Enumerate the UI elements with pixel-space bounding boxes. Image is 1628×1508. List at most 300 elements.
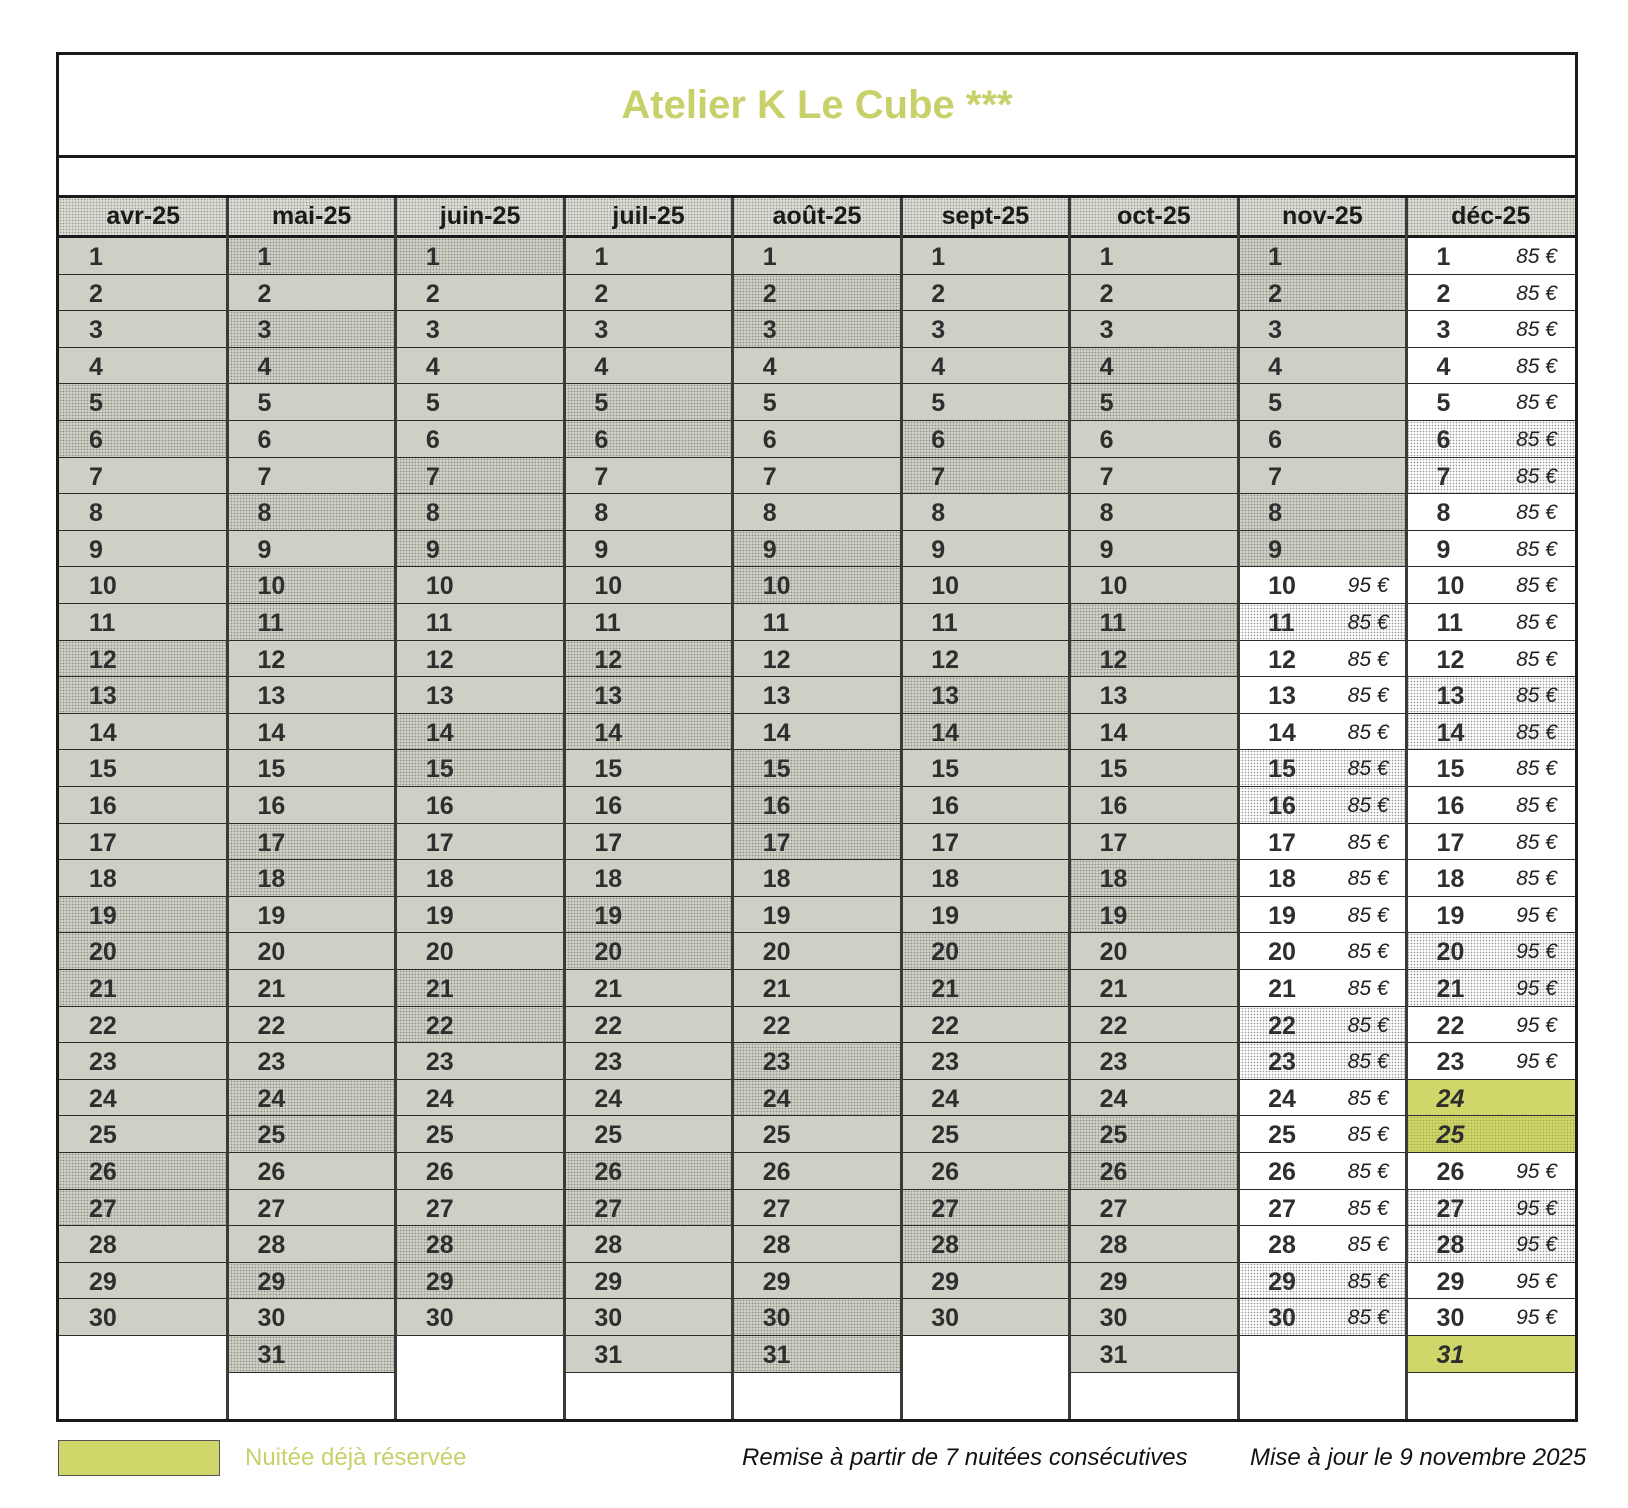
day-number: 28 <box>594 1231 623 1260</box>
day-cell-past <box>564 933 732 970</box>
day-cell-available[interactable] <box>1407 567 1575 604</box>
day-cell-available[interactable] <box>1238 1116 1406 1153</box>
day-cell-past <box>227 824 395 861</box>
day-number: 19 <box>1436 901 1465 930</box>
day-number: 22 <box>1268 1011 1296 1040</box>
day-cell-available[interactable] <box>1407 897 1575 934</box>
day-cell-available[interactable] <box>1238 677 1406 714</box>
day-cell-available[interactable] <box>1407 531 1575 568</box>
night-price: 95 € <box>1516 1160 1557 1183</box>
day-number: 27 <box>1268 1194 1296 1223</box>
day-cell-past <box>396 677 564 714</box>
day-number: 3 <box>89 316 103 345</box>
day-cell-available[interactable] <box>1238 1007 1406 1044</box>
day-cell-past <box>564 1007 732 1044</box>
day-number: 3 <box>762 316 777 345</box>
day-cell-past <box>1070 1263 1238 1300</box>
day-cell-past <box>227 494 395 531</box>
day-cell-past <box>901 970 1069 1007</box>
day-cell-past <box>733 1190 901 1227</box>
day-cell-past <box>1070 348 1238 385</box>
day-cell-past <box>564 1080 732 1117</box>
day-number: 29 <box>425 1267 454 1296</box>
day-cell-past <box>227 1080 395 1117</box>
month-column <box>1238 198 1406 1419</box>
day-cell-past <box>901 824 1069 861</box>
day-number: 25 <box>762 1121 791 1150</box>
month-header: avr-25 <box>59 198 227 238</box>
day-number: 30 <box>931 1304 960 1333</box>
day-number: 6 <box>425 426 440 454</box>
day-number: 8 <box>89 499 103 528</box>
column-divider <box>563 198 566 1419</box>
day-number: 16 <box>89 792 117 820</box>
day-cell-available[interactable] <box>1238 714 1406 751</box>
day-cell-available[interactable] <box>1407 1043 1575 1080</box>
day-cell-past <box>1070 824 1238 861</box>
day-number: 26 <box>931 1158 960 1186</box>
day-number: 16 <box>257 792 286 820</box>
day-cell-past <box>59 1299 227 1336</box>
day-number: 15 <box>425 755 454 784</box>
day-number: 25 <box>257 1121 286 1150</box>
day-cell-past <box>901 933 1069 970</box>
day-cell-past <box>227 677 395 714</box>
day-cell-available[interactable] <box>1407 787 1575 824</box>
day-cell-past <box>59 1226 227 1263</box>
day-number: 1 <box>257 243 272 271</box>
day-cell-past <box>396 275 564 312</box>
day-cell-past <box>227 275 395 312</box>
day-cell-past <box>396 348 564 385</box>
day-cell-past <box>733 897 901 934</box>
day-number: 8 <box>931 499 946 528</box>
day-cell-available[interactable] <box>1407 384 1575 421</box>
day-number: 2 <box>1268 279 1283 308</box>
day-cell-past <box>227 897 395 934</box>
day-cell-available[interactable] <box>1407 275 1575 312</box>
night-price: 85 € <box>1516 537 1557 561</box>
column-divider <box>900 198 903 1419</box>
month-column <box>564 198 732 1419</box>
day-cell-available[interactable] <box>1407 641 1575 678</box>
day-cell-past <box>1238 458 1406 495</box>
night-price: 85 € <box>1516 684 1557 708</box>
day-number: 4 <box>89 352 103 381</box>
day-number: 17 <box>762 828 791 857</box>
day-number: 17 <box>1268 828 1296 857</box>
day-cell-available[interactable] <box>1407 458 1575 495</box>
day-number: 31 <box>594 1341 623 1369</box>
day-cell-past <box>1070 238 1238 275</box>
day-number: 9 <box>425 535 440 564</box>
day-number: 27 <box>594 1194 623 1223</box>
day-number: 4 <box>425 352 440 381</box>
day-number: 15 <box>931 755 960 784</box>
day-cell-past <box>1070 1007 1238 1044</box>
day-cell-available[interactable] <box>1238 1263 1406 1300</box>
day-cell-available[interactable] <box>1238 1043 1406 1080</box>
day-number: 11 <box>1099 609 1127 637</box>
night-price: 85 € <box>1516 574 1557 598</box>
night-price: 85 € <box>1516 464 1557 488</box>
day-cell-past <box>564 275 732 312</box>
day-cell-past <box>901 1116 1069 1153</box>
day-cell-booked <box>1407 1116 1575 1153</box>
day-number: 12 <box>762 645 791 674</box>
day-number: 9 <box>594 535 609 564</box>
day-number: 13 <box>594 682 623 711</box>
empty-cell <box>901 1336 1069 1373</box>
day-cell-past <box>901 1043 1069 1080</box>
day-number: 1 <box>762 243 777 271</box>
day-cell-past <box>733 311 901 348</box>
day-cell-past <box>396 897 564 934</box>
day-cell-past <box>59 1190 227 1227</box>
day-number: 20 <box>1268 938 1296 967</box>
day-cell-past <box>396 458 564 495</box>
night-price: 85 € <box>1347 867 1389 891</box>
day-cell-past <box>59 824 227 861</box>
night-price: 95 € <box>1347 574 1389 598</box>
month-column <box>1407 198 1575 1419</box>
day-cell-past <box>901 787 1069 824</box>
day-number: 13 <box>931 682 960 711</box>
day-cell-past <box>564 348 732 385</box>
day-number: 14 <box>1099 718 1128 747</box>
day-cell-past <box>59 567 227 604</box>
day-cell-past <box>227 1299 395 1336</box>
day-cell-available[interactable] <box>1238 1153 1406 1190</box>
day-number: 26 <box>1436 1158 1465 1186</box>
day-cell-available[interactable] <box>1238 1190 1406 1227</box>
day-cell-past <box>396 1299 564 1336</box>
day-number: 8 <box>594 499 609 528</box>
day-number: 21 <box>1436 975 1465 1003</box>
day-cell-available[interactable] <box>1238 824 1406 861</box>
day-number: 23 <box>931 1048 960 1077</box>
day-cell-available[interactable] <box>1238 604 1406 641</box>
day-number: 24 <box>1268 1084 1296 1113</box>
day-cell-past <box>901 1007 1069 1044</box>
day-number: 2 <box>594 279 609 308</box>
day-number: 15 <box>1268 755 1296 784</box>
day-cell-past <box>59 641 227 678</box>
day-number: 1 <box>89 243 103 271</box>
day-cell-past <box>733 1299 901 1336</box>
day-cell-past <box>1070 421 1238 458</box>
day-number: 19 <box>762 901 791 930</box>
day-number: 18 <box>762 865 791 894</box>
day-cell-past <box>396 750 564 787</box>
month-header: sept-25 <box>901 198 1069 238</box>
day-cell-available[interactable] <box>1407 494 1575 531</box>
day-cell-past <box>1070 1226 1238 1263</box>
update-note: Mise à jour le 9 novembre 2025 <box>1250 1444 1587 1471</box>
day-number: 26 <box>257 1158 286 1186</box>
day-number: 27 <box>762 1194 791 1223</box>
day-cell-past <box>564 641 732 678</box>
day-number: 30 <box>762 1304 791 1333</box>
day-number: 20 <box>1436 938 1465 967</box>
day-cell-past <box>733 933 901 970</box>
day-number: 30 <box>257 1304 286 1333</box>
day-cell-available[interactable] <box>1407 1299 1575 1336</box>
day-number: 11 <box>1436 609 1463 637</box>
day-number: 25 <box>1099 1121 1128 1150</box>
day-number: 15 <box>1436 755 1465 784</box>
day-cell-available[interactable] <box>1238 860 1406 897</box>
day-cell-past <box>564 970 732 1007</box>
day-number: 5 <box>89 389 103 418</box>
day-cell-past <box>396 1226 564 1263</box>
day-number: 8 <box>1099 499 1114 528</box>
day-cell-past <box>1070 677 1238 714</box>
day-cell-past <box>1238 311 1406 348</box>
day-number: 18 <box>425 865 454 894</box>
day-cell-past <box>564 567 732 604</box>
day-number: 26 <box>762 1158 791 1186</box>
day-number: 20 <box>89 938 117 967</box>
day-cell-available[interactable] <box>1407 824 1575 861</box>
day-cell-past <box>1238 494 1406 531</box>
day-cell-past <box>396 824 564 861</box>
day-number: 11 <box>1268 609 1295 637</box>
day-cell-past <box>227 238 395 275</box>
day-cell-available[interactable] <box>1407 677 1575 714</box>
day-number: 21 <box>1099 975 1128 1003</box>
day-number: 13 <box>1099 682 1128 711</box>
day-cell-past <box>1238 384 1406 421</box>
night-price: 95 € <box>1516 977 1557 1000</box>
day-cell-available[interactable] <box>1238 1299 1406 1336</box>
day-number: 20 <box>425 938 454 967</box>
night-price: 85 € <box>1516 720 1557 744</box>
day-cell-past <box>59 1007 227 1044</box>
day-cell-past <box>1238 275 1406 312</box>
day-cell-past <box>901 1226 1069 1263</box>
day-cell-past <box>1070 567 1238 604</box>
day-cell-available[interactable] <box>1238 970 1406 1007</box>
day-number: 11 <box>762 609 790 637</box>
day-cell-available[interactable] <box>1407 750 1575 787</box>
day-number: 27 <box>425 1194 454 1223</box>
day-number: 10 <box>425 572 454 601</box>
day-number: 13 <box>89 682 117 711</box>
day-number: 8 <box>425 499 440 528</box>
day-cell-available[interactable] <box>1407 604 1575 641</box>
day-cell-past <box>733 1263 901 1300</box>
day-cell-past <box>227 1007 395 1044</box>
day-number: 29 <box>594 1267 623 1296</box>
day-cell-past <box>227 1190 395 1227</box>
month-header: déc-25 <box>1407 198 1575 238</box>
day-cell-past <box>59 1263 227 1300</box>
day-number: 23 <box>762 1048 791 1077</box>
day-cell-available[interactable] <box>1407 933 1575 970</box>
night-price: 85 € <box>1516 391 1557 415</box>
day-number: 13 <box>425 682 454 711</box>
day-number: 20 <box>594 938 623 967</box>
day-cell-past <box>396 494 564 531</box>
day-cell-past <box>564 750 732 787</box>
day-cell-past <box>564 860 732 897</box>
day-cell-past <box>1238 238 1406 275</box>
day-number: 18 <box>257 865 286 894</box>
day-cell-available[interactable] <box>1407 1153 1575 1190</box>
day-cell-available[interactable] <box>1238 641 1406 678</box>
day-cell-past <box>59 677 227 714</box>
day-number: 10 <box>931 572 960 601</box>
day-number: 28 <box>425 1231 454 1260</box>
page-title: Atelier K Le Cube *** <box>621 82 1013 127</box>
day-cell-available[interactable] <box>1407 311 1575 348</box>
day-cell-past <box>396 1263 564 1300</box>
day-cell-available[interactable] <box>1238 750 1406 787</box>
day-cell-available[interactable] <box>1407 1263 1575 1300</box>
day-number: 7 <box>1268 462 1283 491</box>
day-cell-past <box>901 677 1069 714</box>
day-number: 1 <box>1268 243 1283 271</box>
day-cell-available[interactable] <box>1238 933 1406 970</box>
day-cell-available[interactable] <box>1407 970 1575 1007</box>
day-number: 26 <box>425 1158 454 1186</box>
day-number: 27 <box>931 1194 960 1223</box>
night-price: 85 € <box>1516 318 1557 342</box>
month-column <box>733 198 901 1419</box>
day-cell-past <box>564 1226 732 1263</box>
day-cell-past <box>59 1043 227 1080</box>
day-number: 14 <box>1436 718 1465 747</box>
day-number: 13 <box>1268 682 1296 711</box>
day-cell-past <box>733 787 901 824</box>
day-cell-past <box>59 970 227 1007</box>
night-price: 85 € <box>1516 354 1557 378</box>
day-cell-past <box>227 384 395 421</box>
day-cell-past <box>227 1116 395 1153</box>
day-number: 22 <box>1099 1011 1128 1040</box>
day-cell-past <box>396 531 564 568</box>
day-number: 5 <box>1268 389 1283 418</box>
day-cell-available[interactable] <box>1238 567 1406 604</box>
month-header: oct-25 <box>1070 198 1238 238</box>
day-number: 22 <box>1436 1011 1465 1040</box>
day-cell-past <box>59 311 227 348</box>
day-cell-past <box>59 860 227 897</box>
day-cell-past <box>227 531 395 568</box>
calendar-grid <box>59 198 1575 1419</box>
day-cell-past <box>1070 531 1238 568</box>
day-cell-available[interactable] <box>1407 714 1575 751</box>
day-number: 18 <box>931 865 960 894</box>
day-cell-past <box>1070 970 1238 1007</box>
day-number: 27 <box>1436 1194 1465 1223</box>
day-number: 22 <box>89 1011 117 1040</box>
day-number: 18 <box>1436 865 1465 894</box>
day-number: 25 <box>594 1121 623 1150</box>
day-cell-past <box>1238 421 1406 458</box>
day-cell-past <box>396 311 564 348</box>
day-number: 28 <box>1436 1231 1465 1260</box>
day-number: 3 <box>931 316 946 345</box>
day-cell-available[interactable] <box>1407 348 1575 385</box>
column-divider <box>226 198 229 1419</box>
day-cell-past <box>901 604 1069 641</box>
day-cell-available[interactable] <box>1238 897 1406 934</box>
day-cell-past <box>227 311 395 348</box>
day-number: 2 <box>1436 279 1451 308</box>
day-cell-past <box>227 641 395 678</box>
day-number: 7 <box>762 462 777 491</box>
legend-label: Nuitée déjà réservée <box>245 1444 467 1471</box>
day-cell-past <box>59 1116 227 1153</box>
day-number: 2 <box>257 279 272 308</box>
day-cell-available[interactable] <box>1238 1080 1406 1117</box>
day-number: 7 <box>89 462 103 491</box>
day-cell-past <box>227 1226 395 1263</box>
day-cell-past <box>1070 860 1238 897</box>
day-cell-available[interactable] <box>1407 1007 1575 1044</box>
day-cell-available[interactable] <box>1407 421 1575 458</box>
night-price: 85 € <box>1347 1269 1389 1293</box>
day-number: 14 <box>425 718 454 747</box>
day-cell-available[interactable] <box>1407 1226 1575 1263</box>
day-number: 28 <box>762 1231 791 1260</box>
day-number: 9 <box>1436 535 1451 564</box>
day-cell-past <box>901 384 1069 421</box>
day-number: 15 <box>89 755 117 784</box>
day-cell-past <box>733 677 901 714</box>
day-cell-past <box>1070 1116 1238 1153</box>
day-number: 10 <box>594 572 623 601</box>
day-number: 28 <box>931 1231 960 1260</box>
night-price: 95 € <box>1516 903 1557 927</box>
day-cell-past <box>59 714 227 751</box>
day-number: 17 <box>1099 828 1128 857</box>
day-number: 12 <box>89 645 117 674</box>
day-cell-past <box>1070 1336 1238 1373</box>
day-number: 18 <box>1268 865 1296 894</box>
day-cell-past <box>733 1226 901 1263</box>
day-number: 24 <box>762 1084 791 1113</box>
night-price: 85 € <box>1347 1160 1389 1183</box>
day-number: 16 <box>1268 792 1296 820</box>
day-number: 6 <box>594 426 609 454</box>
day-cell-available[interactable] <box>1407 1190 1575 1227</box>
day-cell-past <box>733 421 901 458</box>
discount-note: Remise à partir de 7 nuitées consécutives <box>742 1444 1188 1471</box>
day-number: 6 <box>1268 426 1283 454</box>
day-cell-available[interactable] <box>1407 238 1575 275</box>
day-number: 13 <box>257 682 286 711</box>
night-price: 85 € <box>1347 1196 1389 1220</box>
day-cell-available[interactable] <box>1238 787 1406 824</box>
day-number: 7 <box>931 462 946 491</box>
column-divider <box>1068 198 1071 1419</box>
day-number: 26 <box>1268 1158 1296 1186</box>
day-cell-past <box>901 238 1069 275</box>
day-number: 11 <box>425 609 453 637</box>
day-number: 8 <box>1268 499 1283 528</box>
empty-cell <box>396 1336 564 1373</box>
day-number: 23 <box>1099 1048 1128 1077</box>
day-cell-past <box>1070 458 1238 495</box>
day-number: 4 <box>257 352 272 381</box>
day-cell-available[interactable] <box>1407 860 1575 897</box>
day-cell-available[interactable] <box>1238 1226 1406 1263</box>
month-column <box>901 198 1069 1419</box>
day-cell-past <box>733 275 901 312</box>
